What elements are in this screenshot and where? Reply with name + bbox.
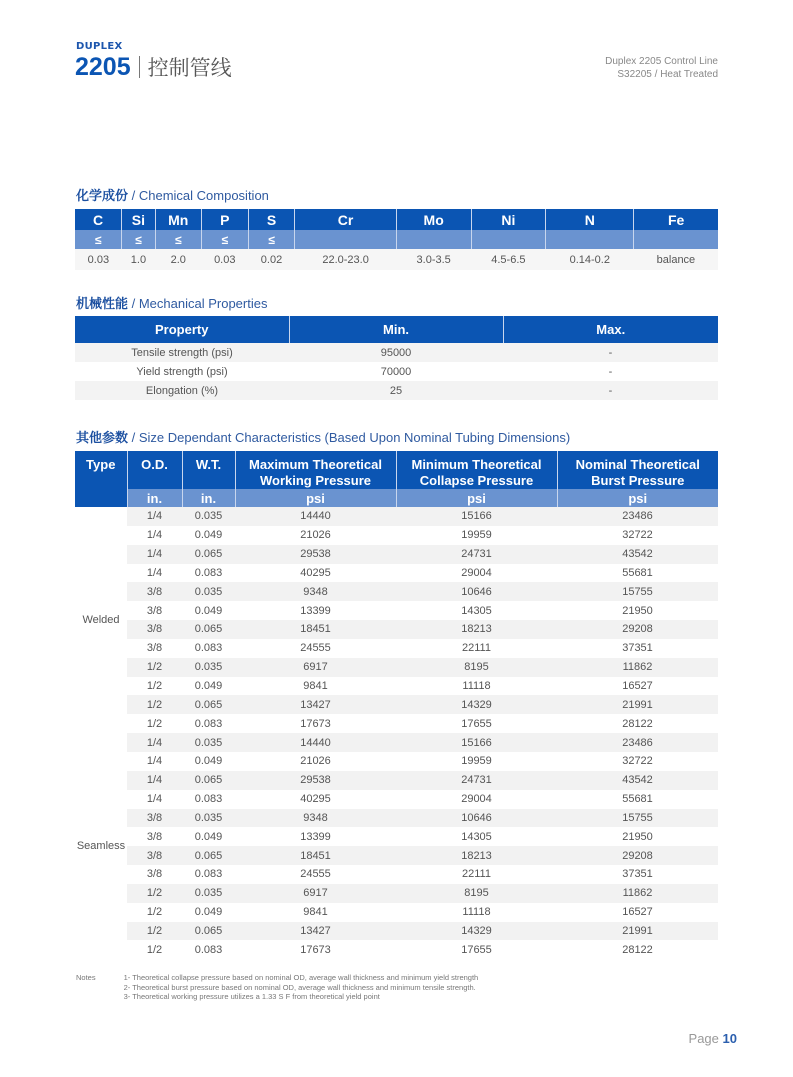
table-cell: 29208 <box>557 846 718 865</box>
table-cell: 0.035 <box>182 884 235 903</box>
table-cell: 95000 <box>289 343 503 362</box>
table-cell: 17673 <box>300 717 331 730</box>
element-header: Mo <box>396 209 471 230</box>
table-cell: 1/4 <box>146 755 163 768</box>
table-cell: 24555 <box>300 868 331 881</box>
table-cell: 0.065 <box>182 695 235 714</box>
table-cell: 1/2 <box>127 658 182 677</box>
table-row <box>75 884 718 903</box>
table-cell: 0.083 <box>194 943 223 956</box>
table-cell: - <box>608 365 613 378</box>
table-cell: 3/8 <box>127 846 182 865</box>
element-value: 22.0-23.0 <box>295 249 396 270</box>
page-label: Page <box>688 1031 719 1046</box>
table-cell: 28122 <box>622 943 653 956</box>
table-cell: 15166 <box>396 733 557 752</box>
table-cell: 0.035 <box>182 507 235 526</box>
table-row <box>75 903 718 922</box>
table-cell: 14440 <box>235 733 396 752</box>
table-cell: 1/2 <box>127 884 182 903</box>
heading-cn: 其他参数 <box>76 430 129 445</box>
element-qualifier <box>396 230 471 249</box>
element-qualifier: ≤ <box>75 230 122 249</box>
element-value: 0.03 <box>75 249 122 270</box>
table-cell: 1/4 <box>127 507 182 526</box>
table-cell: 29538 <box>235 545 396 564</box>
unit-header: psi <box>235 489 396 507</box>
heading-cn: 机械性能 <box>76 296 129 311</box>
element-header: S <box>248 209 295 230</box>
element-header: C <box>75 209 122 230</box>
table-cell: 28122 <box>622 717 653 730</box>
table-cell: 0.065 <box>182 846 235 865</box>
size-heading <box>76 427 570 446</box>
table-row <box>75 846 718 865</box>
table-cell: 11118 <box>462 680 491 693</box>
page-number <box>689 1031 737 1046</box>
table-cell: 32722 <box>622 755 653 768</box>
table-cell: 23486 <box>557 507 718 526</box>
table-cell: 0.049 <box>194 529 223 542</box>
table-cell: 43542 <box>557 545 718 564</box>
table-cell: 18213 <box>396 846 557 865</box>
table-cell: 13427 <box>235 922 396 941</box>
element-header: Si <box>122 209 155 230</box>
table-cell: 24731 <box>396 771 557 790</box>
element-value: 0.14-0.2 <box>546 249 634 270</box>
table-row <box>75 381 718 400</box>
col-od: O.D. <box>127 451 182 489</box>
table-cell: 6917 <box>235 884 396 903</box>
table-cell: 15755 <box>557 582 718 601</box>
table-cell: 1/4 <box>146 793 163 806</box>
heading-en: / Mechanical Properties <box>128 296 268 311</box>
table-cell: 0.083 <box>194 717 223 730</box>
table-cell: 1/4 <box>127 545 182 564</box>
element-value: balance <box>634 249 718 270</box>
element-qualifier <box>471 230 546 249</box>
element-qualifier: ≤ <box>248 230 295 249</box>
table-cell: 22111 <box>462 642 491 655</box>
table-cell: 0.049 <box>194 680 223 693</box>
chemical-heading <box>76 185 269 204</box>
table-cell: 29208 <box>557 620 718 639</box>
unit-header: in. <box>182 489 235 507</box>
col-property: Property <box>75 316 289 343</box>
table-cell: 0.049 <box>194 755 223 768</box>
table-cell: 40295 <box>300 793 331 806</box>
unit-header: psi <box>557 489 718 507</box>
element-qualifier: ≤ <box>155 230 201 249</box>
table-cell: 1/2 <box>127 922 182 941</box>
table-cell: 25 <box>289 381 503 400</box>
col-wt: W.T. <box>182 451 235 489</box>
element-value: 2.0 <box>155 249 201 270</box>
table-row <box>75 601 718 620</box>
table-cell: 15166 <box>396 507 557 526</box>
heading-en: / Chemical Composition <box>128 188 269 203</box>
element-qualifier <box>634 230 718 249</box>
table-row <box>75 526 718 545</box>
table-cell: 15755 <box>557 809 718 828</box>
table-cell: 17655 <box>461 943 492 956</box>
table-row <box>75 695 718 714</box>
table-cell: 21026 <box>300 755 331 768</box>
element-header: N <box>546 209 634 230</box>
table-cell: 16527 <box>622 680 653 693</box>
table-cell: 10646 <box>396 809 557 828</box>
element-value: 3.0-3.5 <box>396 249 471 270</box>
table-cell: 9348 <box>235 582 396 601</box>
mechanical-table <box>75 316 718 400</box>
table-cell: 18213 <box>396 620 557 639</box>
unit-header: psi <box>396 489 557 507</box>
element-header: Cr <box>295 209 396 230</box>
table-cell: 18451 <box>235 846 396 865</box>
table-cell: 23486 <box>557 733 718 752</box>
table-row <box>75 752 718 771</box>
element-value: 1.0 <box>122 249 155 270</box>
table-cell: 14305 <box>461 604 492 617</box>
table-cell: 17655 <box>461 717 492 730</box>
table-row <box>75 620 718 639</box>
table-cell: 3/8 <box>127 809 182 828</box>
element-value: 4.5-6.5 <box>471 249 546 270</box>
brand-label: DUPLEX <box>76 41 123 52</box>
col-burst: Nominal Theoretical Burst Pressure <box>557 451 718 489</box>
element-value: 0.02 <box>248 249 295 270</box>
element-value: 0.03 <box>201 249 248 270</box>
table-cell: 1/4 <box>146 529 163 542</box>
unit-header: in. <box>127 489 182 507</box>
table-row <box>75 564 718 583</box>
table-cell: 21950 <box>622 604 653 617</box>
table-cell: 0.035 <box>182 733 235 752</box>
table-cell: 21991 <box>557 922 718 941</box>
table-cell: 24555 <box>300 642 331 655</box>
table-row <box>75 790 718 809</box>
table-cell: Yield strength (psi) <box>136 365 228 378</box>
table-row <box>75 733 718 752</box>
table-cell: 8195 <box>396 884 557 903</box>
table-cell: 21026 <box>300 529 331 542</box>
table-cell: 1/4 <box>127 733 182 752</box>
note-item: 2- Theoretical burst pressure based on nominal OD, average wall thickness and minimum tensile strength. <box>123 982 476 992</box>
table-cell: 1/2 <box>146 680 163 693</box>
col-collapse: Minimum Theoretical Collapse Pressure <box>396 451 557 489</box>
title-divider <box>139 56 140 78</box>
table-cell: 1/2 <box>127 695 182 714</box>
table-row <box>75 639 718 658</box>
table-cell: 3/8 <box>146 830 163 843</box>
table-cell: 14329 <box>396 922 557 941</box>
table-cell: 29004 <box>461 793 492 806</box>
table-cell: 32722 <box>622 529 653 542</box>
table-cell: 29538 <box>235 771 396 790</box>
note-item: 3- Theoretical working pressure utilizes a 1.33 S F from theoretical yield point <box>123 992 380 1001</box>
table-cell: 0.035 <box>182 809 235 828</box>
table-row <box>75 827 718 846</box>
table-cell: 0.035 <box>182 582 235 601</box>
subtitle-line-2: S32205 / Heat Treated <box>617 69 718 80</box>
heading-en: / Size Dependant Characteristics (Based Upon Nominal Tubing Dimensions) <box>128 430 571 445</box>
table-cell: 3/8 <box>127 582 182 601</box>
page-title <box>75 52 232 82</box>
table-cell: 9348 <box>235 809 396 828</box>
table-cell: 21950 <box>622 830 653 843</box>
brand-cn-title: 控制管线 <box>147 56 232 80</box>
element-header: Ni <box>471 209 546 230</box>
brand-number: 2205 <box>75 52 131 81</box>
table-row <box>75 507 718 526</box>
table-cell: 0.065 <box>182 771 235 790</box>
table-cell: 11118 <box>462 906 491 919</box>
table-cell: 37351 <box>622 642 653 655</box>
table-cell: 11862 <box>557 658 718 677</box>
notes-label: Notes <box>76 973 96 982</box>
table-cell: - <box>503 381 718 400</box>
table-cell: 14305 <box>461 830 492 843</box>
table-cell: Tensile strength (psi) <box>75 343 289 362</box>
table-cell: 10646 <box>396 582 557 601</box>
element-header: P <box>201 209 248 230</box>
table-cell: 0.049 <box>194 906 223 919</box>
table-cell: 14329 <box>396 695 557 714</box>
table-row <box>75 865 718 884</box>
notes <box>76 973 478 1002</box>
table-cell: 1/4 <box>146 566 163 579</box>
type-cell: Welded <box>75 507 127 733</box>
table-cell: 3/8 <box>127 620 182 639</box>
col-max: Max. <box>503 316 718 343</box>
table-cell: 17673 <box>300 943 331 956</box>
col-working: Maximum Theoretical Working Pressure <box>235 451 396 489</box>
table-cell: 9841 <box>303 906 328 919</box>
table-cell: 40295 <box>300 566 331 579</box>
table-cell: 1/2 <box>146 943 163 956</box>
table-cell: 13399 <box>300 830 331 843</box>
table-cell: 37351 <box>622 868 653 881</box>
table-cell: 0.083 <box>194 868 223 881</box>
table-row <box>75 658 718 677</box>
table-cell: 24731 <box>396 545 557 564</box>
table-cell: Elongation (%) <box>75 381 289 400</box>
table-cell: 0.083 <box>194 566 223 579</box>
table-row <box>75 714 718 733</box>
table-cell: 0.065 <box>182 922 235 941</box>
table-cell: 9841 <box>303 680 328 693</box>
table-row <box>75 771 718 790</box>
heading-cn: 化学成份 <box>76 188 129 203</box>
element-qualifier: ≤ <box>201 230 248 249</box>
table-cell: 19959 <box>461 755 492 768</box>
table-row <box>75 677 718 696</box>
table-cell: 13427 <box>235 695 396 714</box>
table-cell: 8195 <box>396 658 557 677</box>
table-cell: 19959 <box>461 529 492 542</box>
table-row <box>75 362 718 381</box>
element-header: Mn <box>155 209 201 230</box>
element-qualifier: ≤ <box>122 230 155 249</box>
table-row <box>75 922 718 941</box>
table-cell: 0.083 <box>194 793 223 806</box>
col-type: Type <box>75 451 127 507</box>
table-cell: 11862 <box>557 884 718 903</box>
table-cell: 16527 <box>622 906 653 919</box>
table-cell: 3/8 <box>146 642 163 655</box>
table-cell: 1/4 <box>127 771 182 790</box>
header-subtitle <box>605 55 718 81</box>
table-cell: 21991 <box>557 695 718 714</box>
table-row <box>75 809 718 828</box>
table-cell: 43542 <box>557 771 718 790</box>
table-row <box>75 582 718 601</box>
table-cell: 0.083 <box>194 642 223 655</box>
chemical-table <box>75 209 718 270</box>
element-qualifier <box>546 230 634 249</box>
col-min: Min. <box>289 316 503 343</box>
table-cell: 29004 <box>461 566 492 579</box>
table-cell: 55681 <box>622 566 653 579</box>
mechanical-heading <box>76 293 267 312</box>
table-cell: 0.035 <box>182 658 235 677</box>
table-cell: 55681 <box>622 793 653 806</box>
subtitle-line-1: Duplex 2205 Control Line <box>605 56 718 67</box>
table-cell: 0.049 <box>194 830 223 843</box>
size-table <box>75 451 718 959</box>
table-cell: 1/2 <box>146 717 163 730</box>
table-cell: 70000 <box>380 365 412 378</box>
page-value: 10 <box>722 1031 737 1046</box>
table-cell: 1/2 <box>146 906 163 919</box>
note-item: 1- Theoretical collapse pressure based on nominal OD, average wall thickness and minimum yield strength <box>123 973 479 982</box>
table-cell: 3/8 <box>146 604 163 617</box>
table-row <box>75 343 718 362</box>
type-cell: Seamless <box>75 733 127 959</box>
table-cell: 13399 <box>300 604 331 617</box>
table-cell: 22111 <box>462 868 491 881</box>
table-cell: 0.065 <box>182 620 235 639</box>
table-row <box>75 940 718 959</box>
table-cell: 0.049 <box>194 604 223 617</box>
table-cell: 3/8 <box>146 868 163 881</box>
table-cell: 14440 <box>235 507 396 526</box>
element-header: Fe <box>634 209 718 230</box>
table-cell: 0.065 <box>182 545 235 564</box>
table-cell: 6917 <box>235 658 396 677</box>
table-cell: - <box>503 343 718 362</box>
table-cell: 18451 <box>235 620 396 639</box>
table-row <box>75 545 718 564</box>
element-qualifier <box>295 230 396 249</box>
